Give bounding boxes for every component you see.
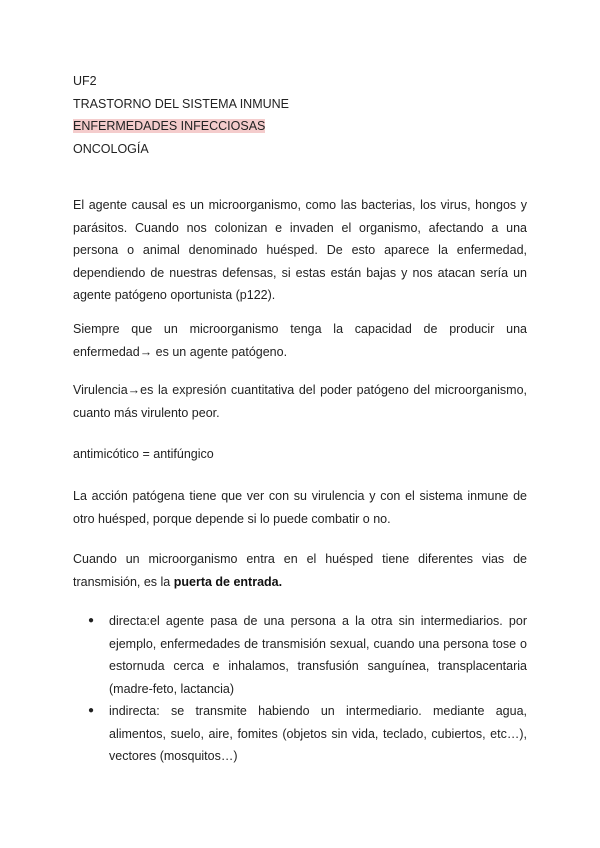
bullet-icon: ●	[88, 615, 95, 626]
transmission-text: Cuando un microorganismo entra en el huésped tiene diferentes vias de transmisión, es la	[73, 552, 527, 589]
list-item-text: directa:el agente pasa de una persona a la otra sin intermediarios. por ejemplo, enfermedades de transmisión sexual, cuando una persona tose o estornuda cerca e inhalamos, transfusión sanguínea, transplacentaria (madre-feto, lactancia)	[109, 614, 527, 696]
unit-title: UF2	[73, 74, 97, 88]
bullet-icon: ●	[88, 705, 95, 716]
paragraph-virulence: Virulencia→es la expresión cuantitativa del poder patógeno del microorganismo, cuanto más virulento peor.	[73, 383, 527, 420]
list-item-text: indirecta: se transmite habiendo un intermediario. mediante agua, alimentos, suelo, aire, fomites (objetos sin vida, teclado, cubiertos, etc…), vectores (mosquitos…)	[109, 704, 527, 763]
paragraph-transmission	[73, 548, 527, 593]
transmission-list	[73, 610, 527, 768]
list-item	[73, 700, 527, 768]
topic-infectious-diseases	[73, 115, 289, 138]
paragraph-pathogenic-action: La acción patógena tiene que ver con su virulencia y con el sistema inmune de otro huésped, porque depende si lo puede combatir o no.	[73, 489, 527, 526]
paragraph-causal-agent: El agente causal es un microorganismo, como las bacterias, los virus, hongos y parásitos. Cuando nos colonizan e invaden el organismo, afectando a una persona o animal denominado huésped. De esto aparece la enfermedad, dependiendo de nuestras defensas, si estas están bajas y nos atacan sería un agente patógeno oportunista (p122).	[73, 198, 527, 302]
highlighted-text: ENFERMEDADES INFECCIOSAS	[73, 119, 266, 133]
topic-oncology: ONCOLOGÍA	[73, 141, 149, 156]
heading-block	[73, 70, 289, 160]
paragraph-pathogen: Siempre que un microorganismo tenga la capacidad de producir una enfermedad→ es un agente patógeno.	[73, 322, 527, 359]
entry-door-bold: puerta de entrada.	[173, 574, 283, 589]
paragraph-antimycotic: antimicótico = antifúngico	[73, 447, 214, 461]
topic-immune-disorder: TRASTORNO DEL SISTEMA INMUNE	[73, 96, 290, 111]
list-item	[73, 610, 527, 700]
